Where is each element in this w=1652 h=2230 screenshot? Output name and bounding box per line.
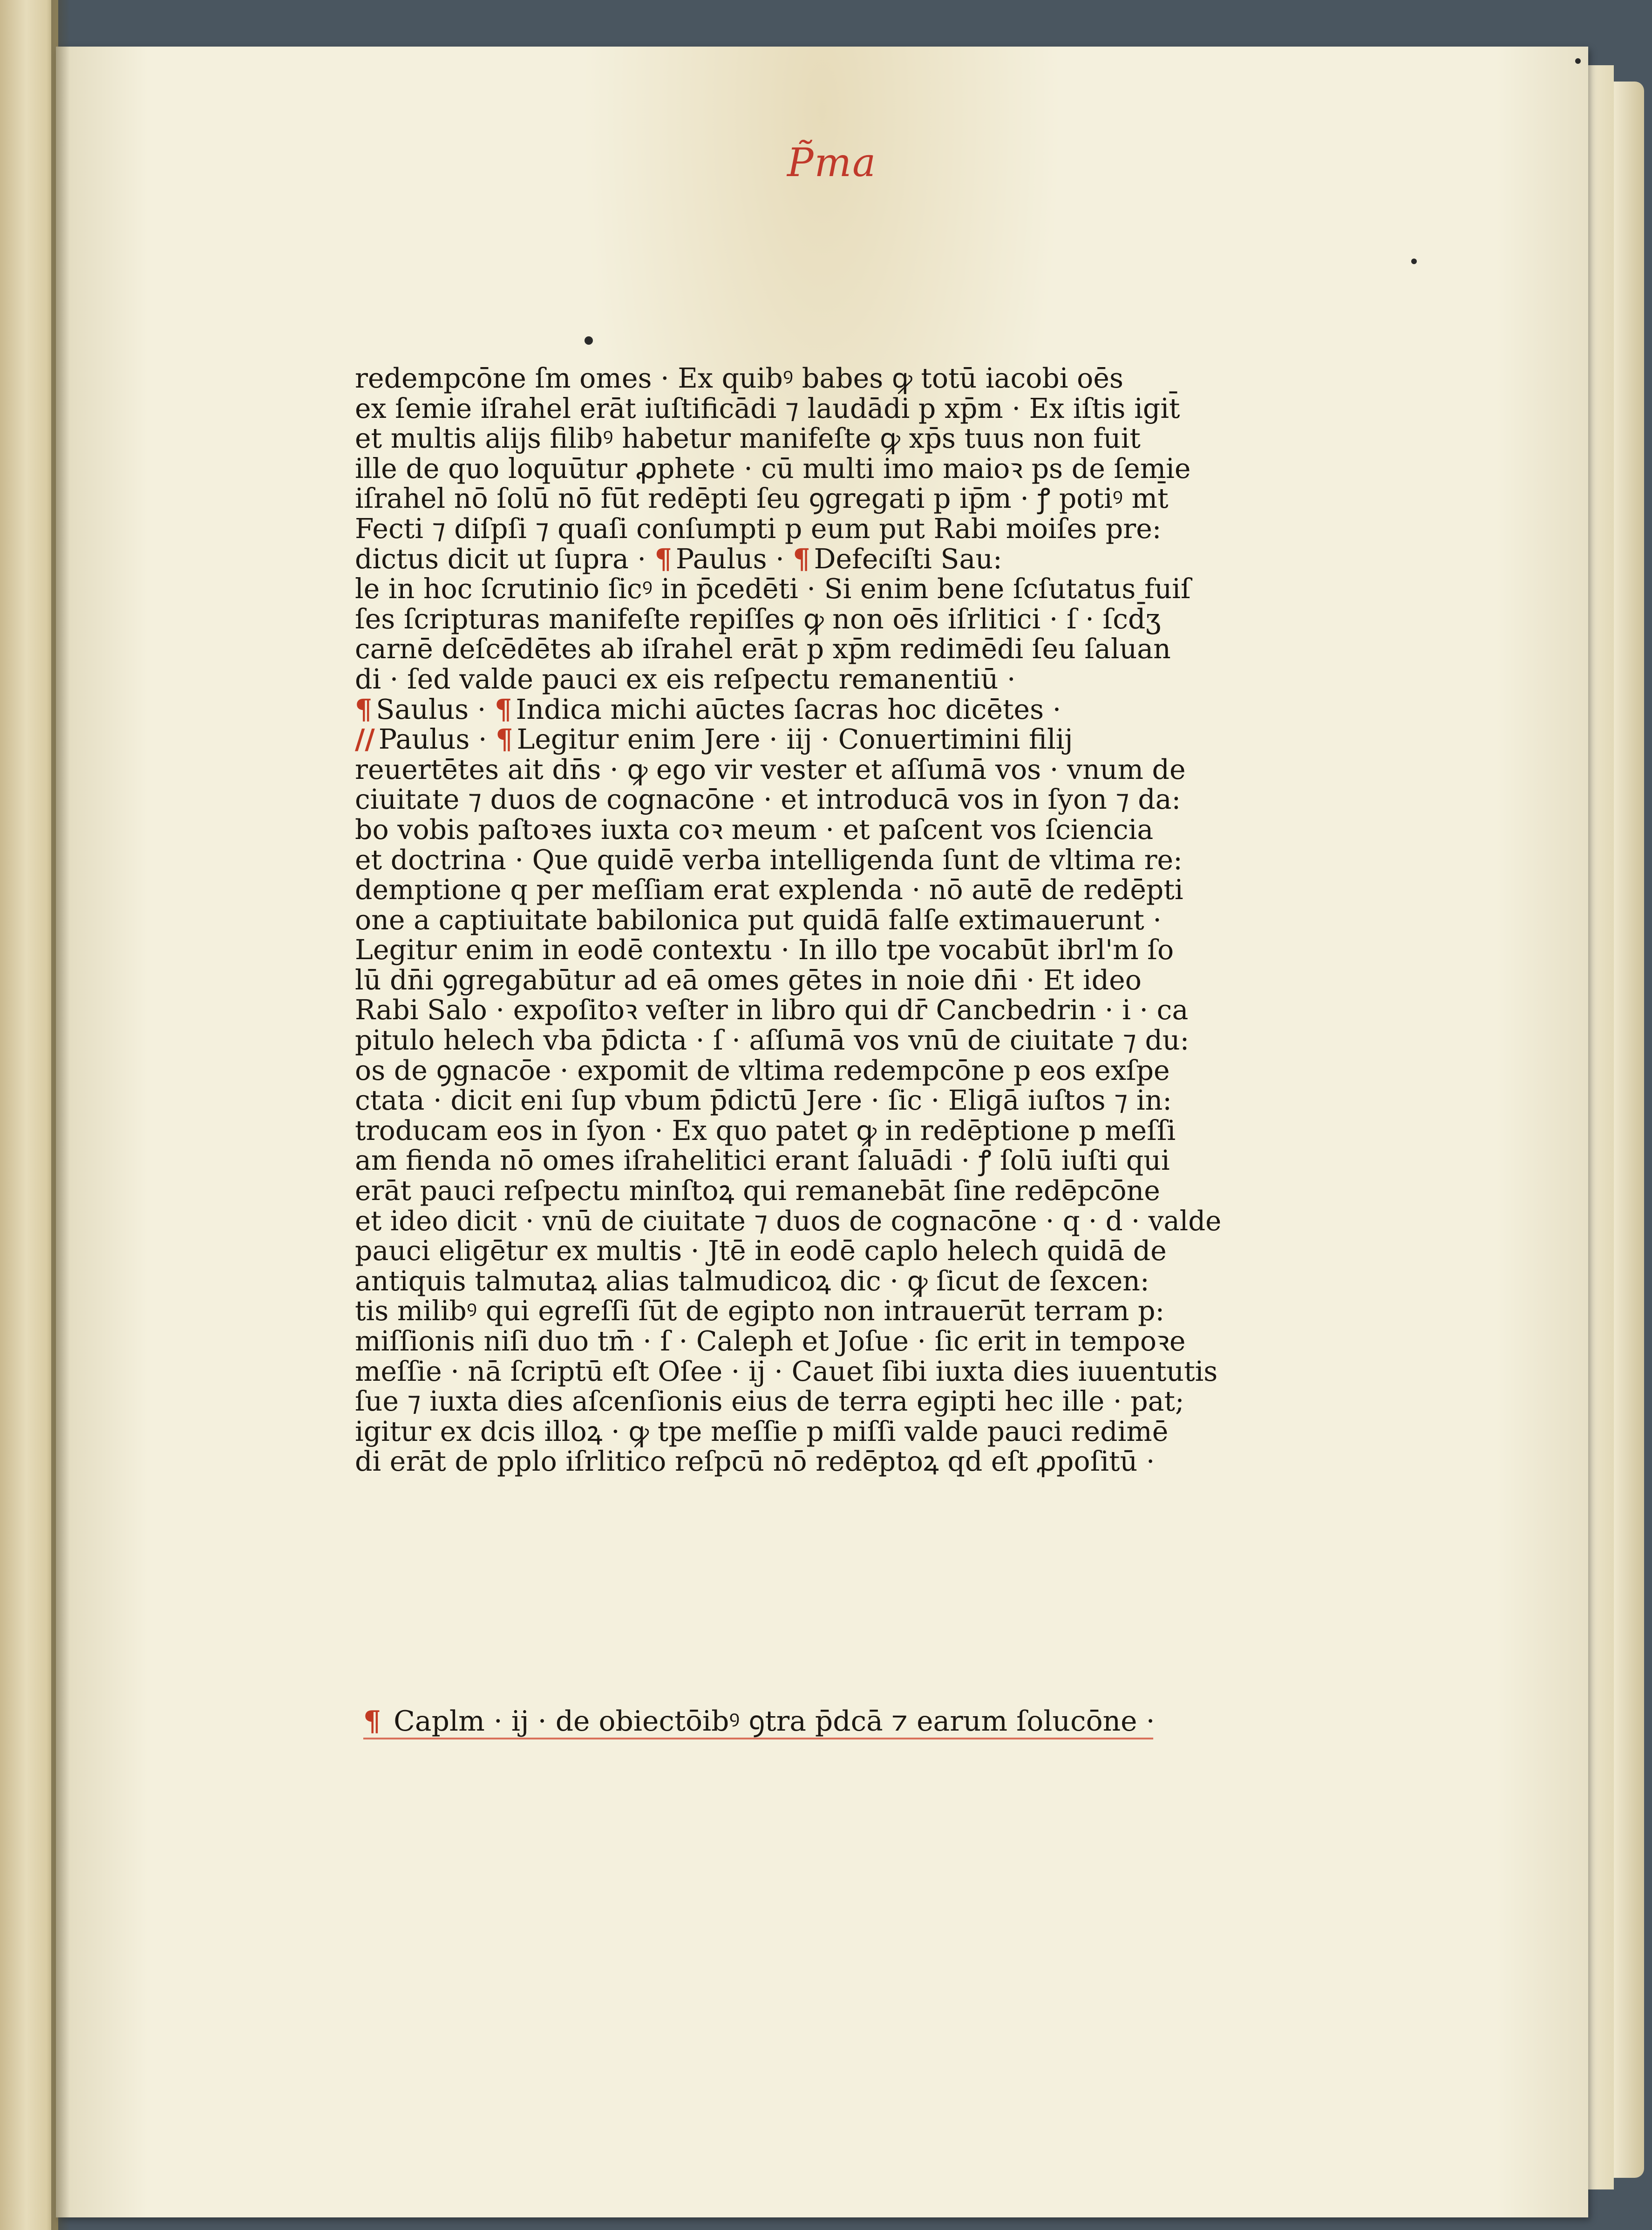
line-text: Paulus · xyxy=(378,723,487,756)
gutter-shadow xyxy=(51,0,70,2230)
text-line xyxy=(355,664,1221,695)
pilcrow-rubric: ¶ xyxy=(363,1705,381,1738)
text-line xyxy=(355,1386,1221,1417)
text-line xyxy=(355,514,1221,544)
text-line xyxy=(355,1085,1221,1116)
chapter-heading-text: Caplm · ij · de obiectōibꝰ ꝯtra p̄dcā ⁊ earum ſolucōne · xyxy=(394,1705,1155,1738)
line-text: Legitur enim in eodē contextu · In illo tpe vocabūt ibrl'm ſo xyxy=(355,934,1174,966)
text-line xyxy=(355,363,1221,394)
line-text: et multis alijs filibꝰ habetur manifeſte ꝙ xp̄s tuus non fuit xyxy=(355,423,1141,455)
line-text: Legitur enim Jere · iij · Conuertimini filij xyxy=(517,723,1073,756)
rubric-mark: // xyxy=(355,723,375,756)
body-text xyxy=(355,363,1221,1477)
line-text: igitur ex dcis illoꝝ · ꝙ tpe meſſie p miſſi valde pauci redimē xyxy=(355,1415,1169,1447)
text-line xyxy=(355,995,1221,1025)
line-text: Rabi Salo · expoſitoꝛ veſter in libro qui dr̄ Cancbedrin · i · ca xyxy=(355,994,1189,1026)
line-text: troducam eos in ſyon · Ex quo patet ꝙ in redēptione p meſſi xyxy=(355,1114,1176,1146)
text-line xyxy=(355,574,1221,604)
line-text: Fecti ⁊ diſpſi ⁊ quaſi conſumpti p eum put Rabi moiſes pre: xyxy=(355,512,1162,545)
line-text: antiquis talmutaꝝ alias talmudicoꝝ dic · ꝙ ſicut de ſexcen: xyxy=(355,1265,1149,1297)
line-text: miſſionis niſi duo tm̄ · ſ · Caleph et Joſue · ſic erit in tempoꝛe xyxy=(355,1325,1186,1357)
line-text: ctata · dicit eni ſup vbum p̄dictū Jere · ſic · Eligā iuſtos ⁊ in: xyxy=(355,1084,1172,1117)
text-line xyxy=(355,1266,1221,1296)
line-text: meſſie · nā ſcriptū eſt Oſee · ij · Cauet ſibi iuxta dies iuuentutis xyxy=(355,1355,1218,1387)
text-line xyxy=(355,935,1221,965)
line-text: ſue ⁊ iuxta dies aſcenſionis eius de terra egipti hec ille · pat; xyxy=(355,1385,1184,1418)
text-line xyxy=(355,845,1221,875)
line-text: Defeciſti Sau: xyxy=(814,543,1002,575)
text-line xyxy=(355,1236,1221,1266)
rubric-mark: ¶ xyxy=(355,693,373,725)
line-text: one a captiuitate babilonica put quidā falſe extimauerunt · xyxy=(355,904,1162,936)
text-line xyxy=(355,1176,1221,1206)
line-text: lū dn̄i ꝯgregabūtur ad eā omes gētes in noie dn̄i · Et ideo xyxy=(355,964,1142,996)
text-line xyxy=(355,905,1221,935)
text-line xyxy=(355,1296,1221,1326)
text-line xyxy=(355,423,1221,454)
line-text: tis milibꝰ qui egreſſi ſūt de egipto non intrauerūt terram p: xyxy=(355,1295,1165,1327)
text-line xyxy=(355,695,1221,725)
text-line xyxy=(355,965,1221,996)
text-line xyxy=(355,875,1221,905)
text-line xyxy=(355,1357,1221,1387)
text-line xyxy=(355,1146,1221,1176)
line-text: Saulus · xyxy=(376,693,486,725)
text-line xyxy=(355,755,1221,785)
line-text: et doctrina · Que quidē verba intelligenda ſunt de vltima re: xyxy=(355,844,1183,876)
text-line xyxy=(355,484,1221,514)
facing-page-edge xyxy=(0,0,58,2230)
chapter-heading xyxy=(363,1705,1153,1739)
ink-dot xyxy=(1575,58,1581,64)
text-line xyxy=(355,784,1221,815)
text-line xyxy=(355,1205,1222,1237)
text-line xyxy=(355,634,1221,664)
text-line xyxy=(355,1326,1221,1357)
line-text: os de ꝯgnacōe · expomit de vltima redempcōne p eos exſpe xyxy=(355,1054,1170,1086)
line-text: bo vobis paſtoꝛes iuxta coꝛ meum · et paſcent vos ſciencia xyxy=(355,813,1154,846)
line-text: carnē deſcēdētes ab iſrahel erāt p xp̄m redimēdi ſeu ſaluan xyxy=(355,633,1171,665)
text-line xyxy=(355,815,1221,845)
line-text: iſrahel nō ſolū nō fūt redēpti ſeu ꝯgregati p ip̄m · ꝭ potiꝰ mt̄ xyxy=(355,483,1169,515)
text-line xyxy=(355,544,1221,574)
line-text: Indica michi aūctes ſacras hoc dicētes · xyxy=(516,693,1061,725)
text-line xyxy=(355,394,1221,424)
text-line xyxy=(355,604,1221,634)
line-text: ille de quo loquūtur ꝓphete · cū multi imo maioꝛ ps de ſemie xyxy=(355,452,1191,484)
text-line xyxy=(355,1417,1221,1447)
line-text: di erāt de pplo iſrlitico reſpcū nō redēptoꝝ qd eſt ꝓpoſitū · xyxy=(355,1446,1155,1478)
line-text: di · ſed valde pauci ex eis reſpectu remanentiū · xyxy=(355,663,1016,695)
text-line xyxy=(355,1116,1221,1146)
text-line xyxy=(355,454,1221,484)
rubric-mark: ¶ xyxy=(495,693,512,725)
line-text: reuertētes ait dn̄s · ꝙ ego vir vester et aſſumā vos · vnum de xyxy=(355,753,1186,785)
text-line xyxy=(355,724,1221,755)
line-text: erāt pauci reſpectu minſtoꝝ qui remanebāt ſine redēpcōne xyxy=(355,1175,1160,1207)
folio-heading: P̃ma xyxy=(787,140,877,185)
text-line xyxy=(355,1446,1221,1477)
line-text: Paulus · xyxy=(675,543,784,575)
line-text: redempcōne ſm omes · Ex quibꝰ babes ꝙ totū iacobi oēs xyxy=(355,362,1124,394)
ink-dot xyxy=(585,336,593,345)
rubric-mark: ¶ xyxy=(654,542,672,575)
line-text: pauci eligētur ex multis · Jtē in eodē caplo helech quidā de xyxy=(355,1235,1167,1267)
line-text: ciuitate ⁊ duos de cognacōne · et introducā vos in ſyon ⁊ da: xyxy=(355,784,1181,816)
line-text: pitulo helech vba p̄dicta · ſ · aſſumā vos vnū de ciuitate ⁊ du: xyxy=(355,1024,1190,1057)
text-line xyxy=(355,1056,1221,1086)
rubric-mark: ¶ xyxy=(793,542,810,575)
line-text: demptione q per meſſiam erat explenda · nō autē de redēpti xyxy=(355,874,1183,906)
rubric-mark: ¶ xyxy=(496,723,513,756)
line-text: ex ſemie iſrahel erāt iuſtificādi ⁊ laudādi p xp̄m · Ex iſtis igit̄ xyxy=(355,392,1180,424)
ink-dot xyxy=(1411,259,1417,264)
line-text: am fienda nō omes iſrahelitici erant ſaluādi · ꝭ ſolū iuſti qui xyxy=(355,1145,1170,1177)
line-text: et ideo dicit · vnū de ciuitate ⁊ duos de cognacōne · q · d · valde xyxy=(355,1205,1222,1237)
text-line xyxy=(355,1025,1221,1056)
line-text: ſes ſcripturas manifeſte repiſſes ꝙ non oēs iſrlitici · ſ · ſcd̄ʒ xyxy=(355,603,1161,635)
line-text: dictus dicit ut ſupra · xyxy=(355,543,646,575)
line-text: le in hoc ſcrutinio ſicꝰ in p̄cedēti · Si enim bene ſcſutatus fuiſ xyxy=(355,573,1191,605)
